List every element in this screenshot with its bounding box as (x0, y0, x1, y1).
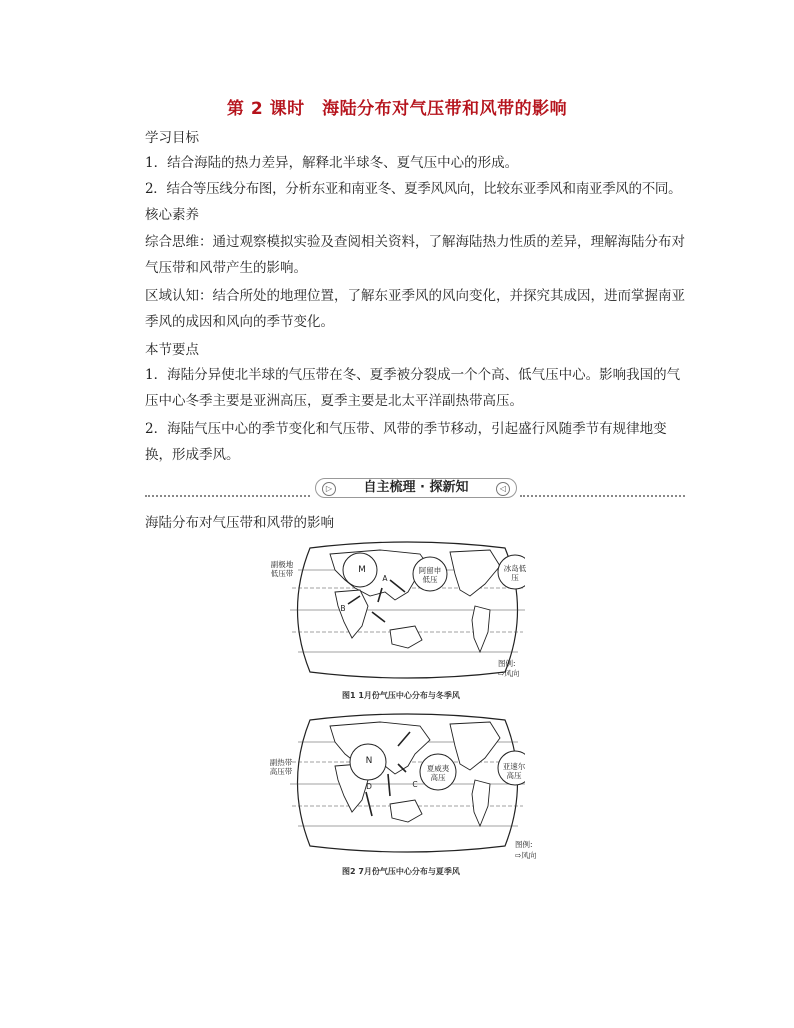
banner-divider (145, 495, 310, 497)
january-pressure-map (290, 540, 525, 680)
literacy-item: 综合思维：通过观察模拟实验及查阅相关资料，了解海陆热力性质的差异，理解海陆分布对气压带和风带产生的影响。 (145, 234, 685, 276)
wind-arrow-icon: ⇨ (498, 669, 505, 678)
legend-title: 图例: (498, 659, 516, 668)
july-pressure-map (290, 712, 525, 854)
legend-item-label: 风向 (521, 851, 537, 860)
subtropical-high-label: 副热带高压带 (269, 758, 293, 776)
legend-item (515, 851, 555, 860)
hawaii-high-label: 夏威夷高压 (426, 764, 450, 782)
letter-b-label: B (340, 604, 346, 613)
literacy-heading: 核心素养 (145, 207, 199, 223)
figure2-caption: 图2 7月份气压中心分布与夏季风 (342, 867, 460, 876)
play-right-icon: ▷ (322, 482, 336, 496)
section-heading: 海陆分布对气压带和风带的影响 (145, 515, 334, 531)
literacy-item: 区域认知：结合所处的地理位置，了解东亚季风的风向变化，并探究其成因，进而掌握南亚季风的成因和风向的季节变化。 (145, 288, 685, 330)
letter-a-label: A (382, 574, 388, 583)
letter-c-label: C (412, 780, 418, 789)
subpolar-low-label: 副极地低压带 (270, 560, 294, 578)
objective-item: 1．结合海陆的热力差异，解释北半球冬、夏气压中心的形成。 (145, 155, 519, 171)
objective-item: 2．结合等压线分布图，分析东亚和南亚冬、夏季风风向，比较东亚季风和南亚季风的不同。 (145, 181, 682, 197)
keypoint-item: 1．海陆分异使北半球的气压带在冬、夏季被分裂成一个个高、低气压中心。影响我国的气压中心冬季主要是亚洲高压，夏季主要是北太平洋副热带高压。 (145, 367, 681, 409)
aleutian-low-label: 阿留申低压 (418, 566, 442, 584)
legend-item-label: 风向 (504, 669, 520, 678)
keypoint-item: 2．海陆气压中心的季节变化和气压带、风带的季节移动，引起盛行风随季节有规律地变换，形成季风。 (145, 421, 667, 463)
objectives-heading: 学习目标 (145, 130, 199, 146)
wind-arrow-icon: ⇨ (515, 851, 522, 860)
play-left-icon: ◁ (496, 482, 510, 496)
legend-item (498, 669, 538, 678)
banner-label-box (315, 478, 517, 498)
iceland-low-label: 冰岛低压 (503, 564, 527, 582)
banner-label: 自主梳理 · 探新知 (363, 480, 469, 495)
banner-divider (520, 495, 685, 497)
figure1-caption: 图1 1月份气压中心分布与冬季风 (342, 691, 460, 700)
keypoints-heading: 本节要点 (145, 342, 199, 358)
section-banner (145, 478, 685, 500)
legend-title: 图例: (515, 840, 533, 849)
pressure-center-n-label: N (365, 756, 373, 766)
azores-high-label: 亚速尔高压 (502, 762, 526, 780)
pressure-center-m-label: M (358, 565, 366, 575)
letter-d-label: D (366, 782, 372, 791)
lesson-title: 第 2 课时 海陆分布对气压带和风带的影响 (226, 99, 568, 119)
